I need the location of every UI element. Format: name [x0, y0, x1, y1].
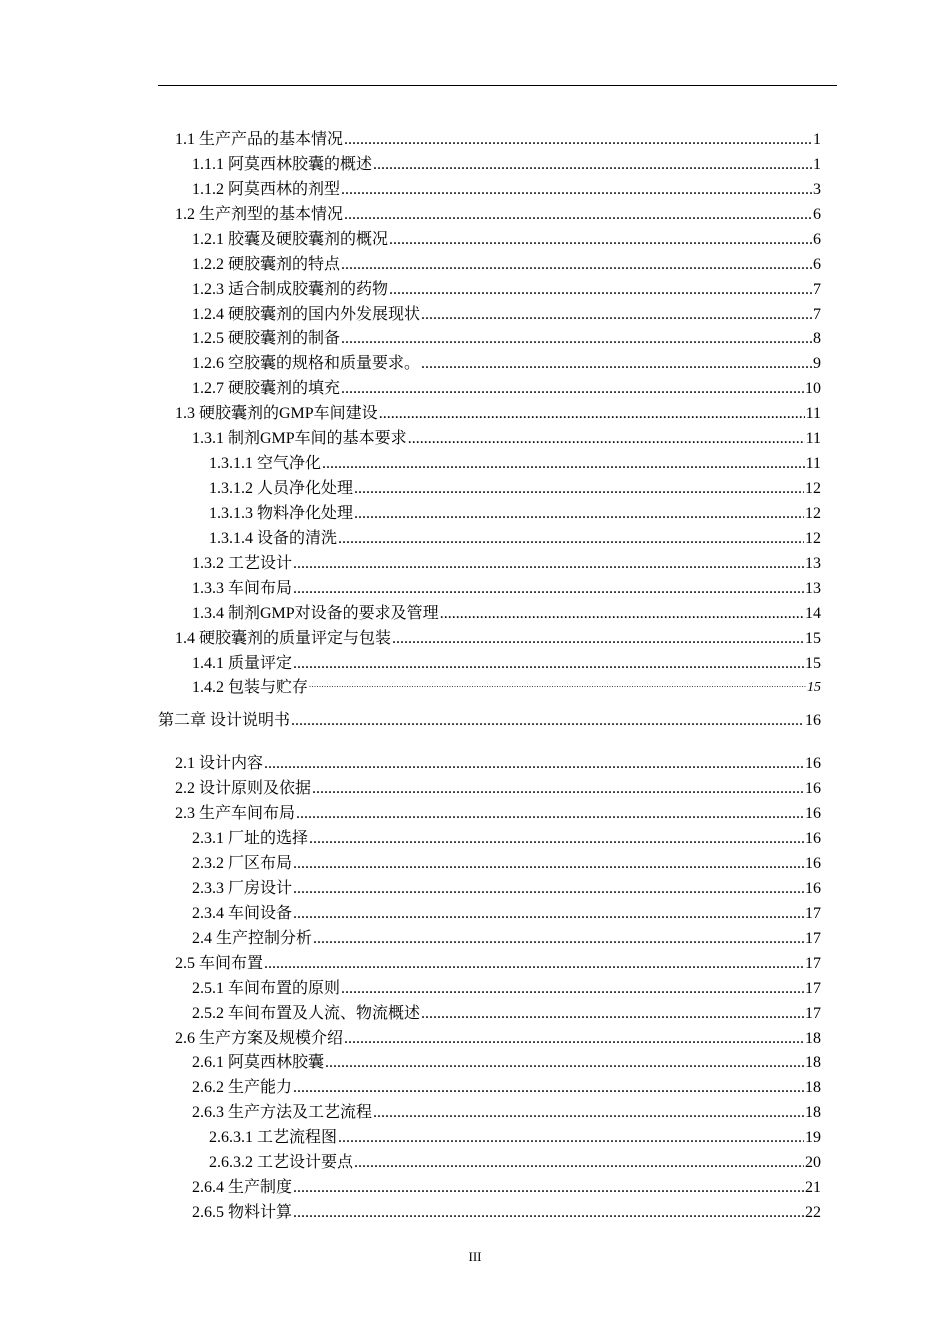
toc-entry-page: 17: [805, 929, 821, 947]
toc-entry-title: 1.3.1.3 物料净化处理: [209, 504, 354, 522]
toc-entry-title: 2.5.2 车间布置及人流、物流概述: [192, 1004, 421, 1022]
toc-dot-leader: [344, 205, 812, 225]
toc-dot-leader: [309, 829, 804, 849]
toc-entry[interactable]: [192, 325, 821, 349]
toc-entry-title: 1.3.1.4 设备的清洗: [209, 529, 338, 547]
toc-entry[interactable]: [209, 450, 821, 474]
toc-entry[interactable]: [192, 1049, 821, 1073]
toc-entry-page: 1: [813, 131, 821, 148]
toc-dot-leader: [389, 230, 812, 250]
toc-entry-title: 1.3.1.2 人员净化处理: [209, 480, 354, 498]
toc-entry[interactable]: [175, 201, 821, 225]
toc-entry-title: 2.6.3.2 工艺设计要点: [209, 1154, 354, 1172]
toc-entry-page: 20: [805, 1154, 821, 1172]
toc-entry-page: 7: [813, 280, 821, 298]
toc-entry[interactable]: [175, 775, 821, 799]
toc-entry-title: 1.1.1 阿莫西林胶囊的概述: [192, 155, 373, 173]
toc-entry[interactable]: [192, 176, 821, 200]
toc-entry[interactable]: [209, 1124, 821, 1148]
toc-entry-page: 1: [813, 155, 821, 173]
toc-entry-page: 18: [805, 1029, 821, 1047]
toc-entry-page: 16: [805, 805, 821, 823]
toc-dot-leader: [344, 130, 812, 150]
toc-dot-leader: [392, 629, 804, 649]
toc-dot-leader: [408, 429, 805, 449]
toc-dot-leader: [313, 929, 804, 949]
toc-entry-page: 16: [805, 755, 821, 773]
toc-entry-page: 18: [805, 1054, 821, 1072]
page-number: III: [468, 1249, 482, 1264]
toc-entry[interactable]: [192, 425, 821, 449]
toc-entry-title: 1.3.2 工艺设计: [192, 554, 293, 572]
toc-entry[interactable]: [175, 400, 821, 424]
toc-entry[interactable]: [192, 600, 821, 624]
toc-entry-title: 2.3 生产车间布局: [175, 805, 296, 823]
toc-entry-page: 11: [805, 430, 821, 448]
toc-entry-page: 18: [805, 1079, 821, 1097]
toc-dot-leader: [309, 678, 806, 698]
toc-entry-title: 2.6.3.1 工艺流程图: [209, 1129, 338, 1147]
toc-dot-leader: [322, 454, 805, 474]
toc-entry-title: 1.1 生产产品的基本情况: [175, 131, 344, 148]
toc-dot-leader: [341, 329, 812, 349]
toc-entry[interactable]: [192, 1174, 821, 1198]
toc-entry-page: 13: [805, 579, 821, 597]
toc-entry-title: 2.3.2 厂区布局: [192, 855, 293, 873]
toc-entry[interactable]: [175, 750, 821, 774]
toc-entry[interactable]: [192, 350, 821, 374]
toc-dot-leader: [293, 904, 804, 924]
toc-entry[interactable]: [175, 1025, 821, 1049]
toc-entry-title: 1.3.1.1 空气净化: [209, 455, 322, 473]
toc-dot-leader: [325, 1053, 804, 1073]
toc-dot-leader: [293, 879, 804, 899]
toc-dot-leader: [296, 804, 804, 824]
toc-entry-page: 15: [807, 680, 821, 696]
toc-entry[interactable]: [209, 1149, 821, 1173]
toc-entry-page: 12: [805, 504, 821, 522]
toc-entry[interactable]: [192, 975, 821, 999]
toc-entry-title: 2.6.5 物料计算: [192, 1204, 293, 1222]
toc-entry-page: 16: [805, 712, 821, 730]
toc-entry[interactable]: [192, 550, 821, 574]
toc-dot-leader: [264, 954, 804, 974]
toc-dot-leader: [421, 1004, 804, 1024]
toc-entry-title: 2.3.4 车间设备: [192, 904, 293, 922]
toc-entry-page: 6: [813, 255, 821, 273]
toc-entry[interactable]: [192, 650, 821, 674]
toc-entry-title: 1.2.2 硬胶囊剂的特点: [192, 255, 341, 273]
toc-dot-leader: [373, 1103, 804, 1123]
toc-entry[interactable]: [175, 126, 821, 150]
toc-entry-page: 14: [805, 604, 821, 622]
toc-dot-leader: [341, 255, 812, 275]
toc-entry-title: 1.2.1 胶囊及硬胶囊剂的概况: [192, 230, 389, 248]
toc-dot-leader: [293, 579, 804, 599]
toc-entry-page: 19: [805, 1129, 821, 1147]
toc-entry-title: 1.2.3 适合制成胶囊剂的药物: [192, 280, 389, 298]
toc-entry-title: 1.3.1 制剂GMP车间的基本要求: [192, 430, 407, 448]
toc-entry[interactable]: [192, 900, 821, 924]
toc-entry-title: 1.4 硬胶囊剂的质量评定与包装: [175, 629, 392, 647]
toc-entry-page: 16: [805, 879, 821, 897]
toc-dot-leader: [338, 1128, 804, 1148]
toc-entry[interactable]: [209, 475, 821, 499]
toc-entry-page: 12: [805, 529, 821, 547]
toc-entry-page: 9: [813, 355, 821, 373]
toc-dot-leader: [291, 711, 804, 731]
toc-entry-page: 7: [813, 305, 821, 323]
toc-dot-leader: [344, 1029, 804, 1049]
toc-entry-page: 13: [805, 554, 821, 572]
toc-entry-title: 2.1 设计内容: [175, 755, 264, 773]
toc-entry[interactable]: [192, 825, 821, 849]
toc-dot-leader: [338, 529, 804, 549]
toc-dot-leader: [373, 155, 812, 175]
toc-entry[interactable]: [192, 226, 821, 250]
toc-dot-leader: [341, 979, 804, 999]
toc-dot-leader: [354, 504, 804, 524]
toc-entry-title: 2.5 车间布置: [175, 954, 264, 972]
toc-entry-page: 10: [805, 380, 821, 398]
toc-entry-title: 1.1.2 阿莫西林的剂型: [192, 180, 341, 198]
toc-entry-page: 8: [813, 330, 821, 348]
toc-dot-leader: [354, 479, 804, 499]
toc-dot-leader: [293, 1178, 804, 1198]
toc-entry-title: 2.6.2 生产能力: [192, 1079, 293, 1097]
header-rule: [158, 85, 837, 86]
toc-entry[interactable]: [192, 276, 821, 300]
toc-entry-title: 2.4 生产控制分析: [192, 929, 313, 947]
toc-entry-title: 1.3 硬胶囊剂的GMP车间建设: [175, 405, 378, 423]
toc-entry-page: 15: [805, 629, 821, 647]
toc-entry-page: 21: [805, 1179, 821, 1197]
toc-entry-page: 17: [805, 954, 821, 972]
toc-entry[interactable]: [192, 674, 821, 698]
toc-dot-leader: [293, 1203, 804, 1223]
toc-entry[interactable]: [192, 850, 821, 874]
toc-entry-title: 1.4.2 包装与贮存: [192, 679, 309, 697]
toc-entry[interactable]: [192, 1000, 821, 1024]
toc-entry[interactable]: [209, 500, 821, 524]
toc-dot-leader: [354, 1153, 804, 1173]
toc-entry-page: 22: [805, 1204, 821, 1222]
toc-entry-page: 11: [805, 455, 821, 473]
toc-entry-title: 1.2.7 硬胶囊剂的填充: [192, 380, 341, 398]
toc-dot-leader: [293, 854, 804, 874]
toc-entry[interactable]: [192, 1099, 821, 1123]
toc-entry-page: 6: [813, 205, 821, 223]
toc-dot-leader: [264, 754, 804, 774]
toc-entry[interactable]: [175, 800, 821, 824]
toc-dot-leader: [341, 379, 804, 399]
toc-entry[interactable]: [209, 525, 821, 549]
toc-entry[interactable]: [192, 251, 821, 275]
toc-entry-page: 16: [805, 830, 821, 848]
toc-entry[interactable]: [192, 375, 821, 399]
toc-entry-page: 18: [805, 1104, 821, 1122]
toc-dot-leader: [312, 779, 804, 799]
toc-dot-leader: [421, 305, 812, 325]
toc-entry-page: 6: [813, 230, 821, 248]
toc-dot-leader: [389, 280, 812, 300]
toc-entry-title: 2.3.3 厂房设计: [192, 879, 293, 897]
toc-entry-page: 16: [805, 855, 821, 873]
toc-entry[interactable]: [158, 707, 821, 731]
toc-entry[interactable]: [175, 625, 821, 649]
toc-entry-page: 17: [805, 979, 821, 997]
toc-entry-page: 12: [805, 480, 821, 498]
toc-entry[interactable]: [175, 950, 821, 974]
toc-entry-page: 11: [805, 405, 821, 423]
toc-dot-leader: [421, 354, 812, 374]
toc-entry-title: 2.6 生产方案及规模介绍: [175, 1029, 344, 1047]
toc-entry-title: 1.2.4 硬胶囊剂的国内外发展现状: [192, 305, 421, 323]
toc-entry-page: 3: [813, 180, 821, 198]
toc-dot-leader: [341, 180, 812, 200]
toc-entry-title: 1.3.4 制剂GMP对设备的要求及管理: [192, 604, 439, 622]
toc-entry[interactable]: [192, 575, 821, 599]
toc-entry-title: 2.2 设计原则及依据: [175, 780, 312, 798]
toc-entry-page: 15: [805, 654, 821, 672]
toc-entry-page: 16: [805, 780, 821, 798]
toc-entry[interactable]: [192, 301, 821, 325]
toc-dot-leader: [379, 404, 805, 424]
toc-entry-title: 1.2 生产剂型的基本情况: [175, 205, 344, 223]
toc-entry-title: 第二章 设计说明书: [158, 712, 291, 730]
toc-dot-leader: [293, 1078, 804, 1098]
toc-entry-title: 1.4.1 质量评定: [192, 654, 293, 672]
toc-entry[interactable]: [192, 1199, 821, 1223]
toc-entry-title: 2.6.1 阿莫西林胶囊: [192, 1054, 325, 1072]
toc-entry-title: 2.6.3 生产方法及工艺流程: [192, 1104, 373, 1122]
toc-entry-title: 1.2.5 硬胶囊剂的制备: [192, 330, 341, 348]
toc-entry[interactable]: [192, 151, 821, 175]
toc-entry-title: 1.3.3 车间布局: [192, 579, 293, 597]
toc-entry-title: 2.5.1 车间布置的原则: [192, 979, 341, 997]
toc-entry[interactable]: [192, 875, 821, 899]
toc-entry-page: 17: [805, 904, 821, 922]
toc-entry-title: 2.6.4 生产制度: [192, 1179, 293, 1197]
toc-entry-page: 17: [805, 1004, 821, 1022]
toc-dot-leader: [293, 554, 804, 574]
toc-entry[interactable]: [192, 1074, 821, 1098]
toc-dot-leader: [293, 654, 804, 674]
toc-dot-leader: [440, 604, 804, 624]
toc-entry[interactable]: [192, 925, 821, 949]
toc-entry-title: 2.3.1 厂址的选择: [192, 830, 309, 848]
toc-entry-title: 1.2.6 空胶囊的规格和质量要求。: [192, 355, 421, 373]
